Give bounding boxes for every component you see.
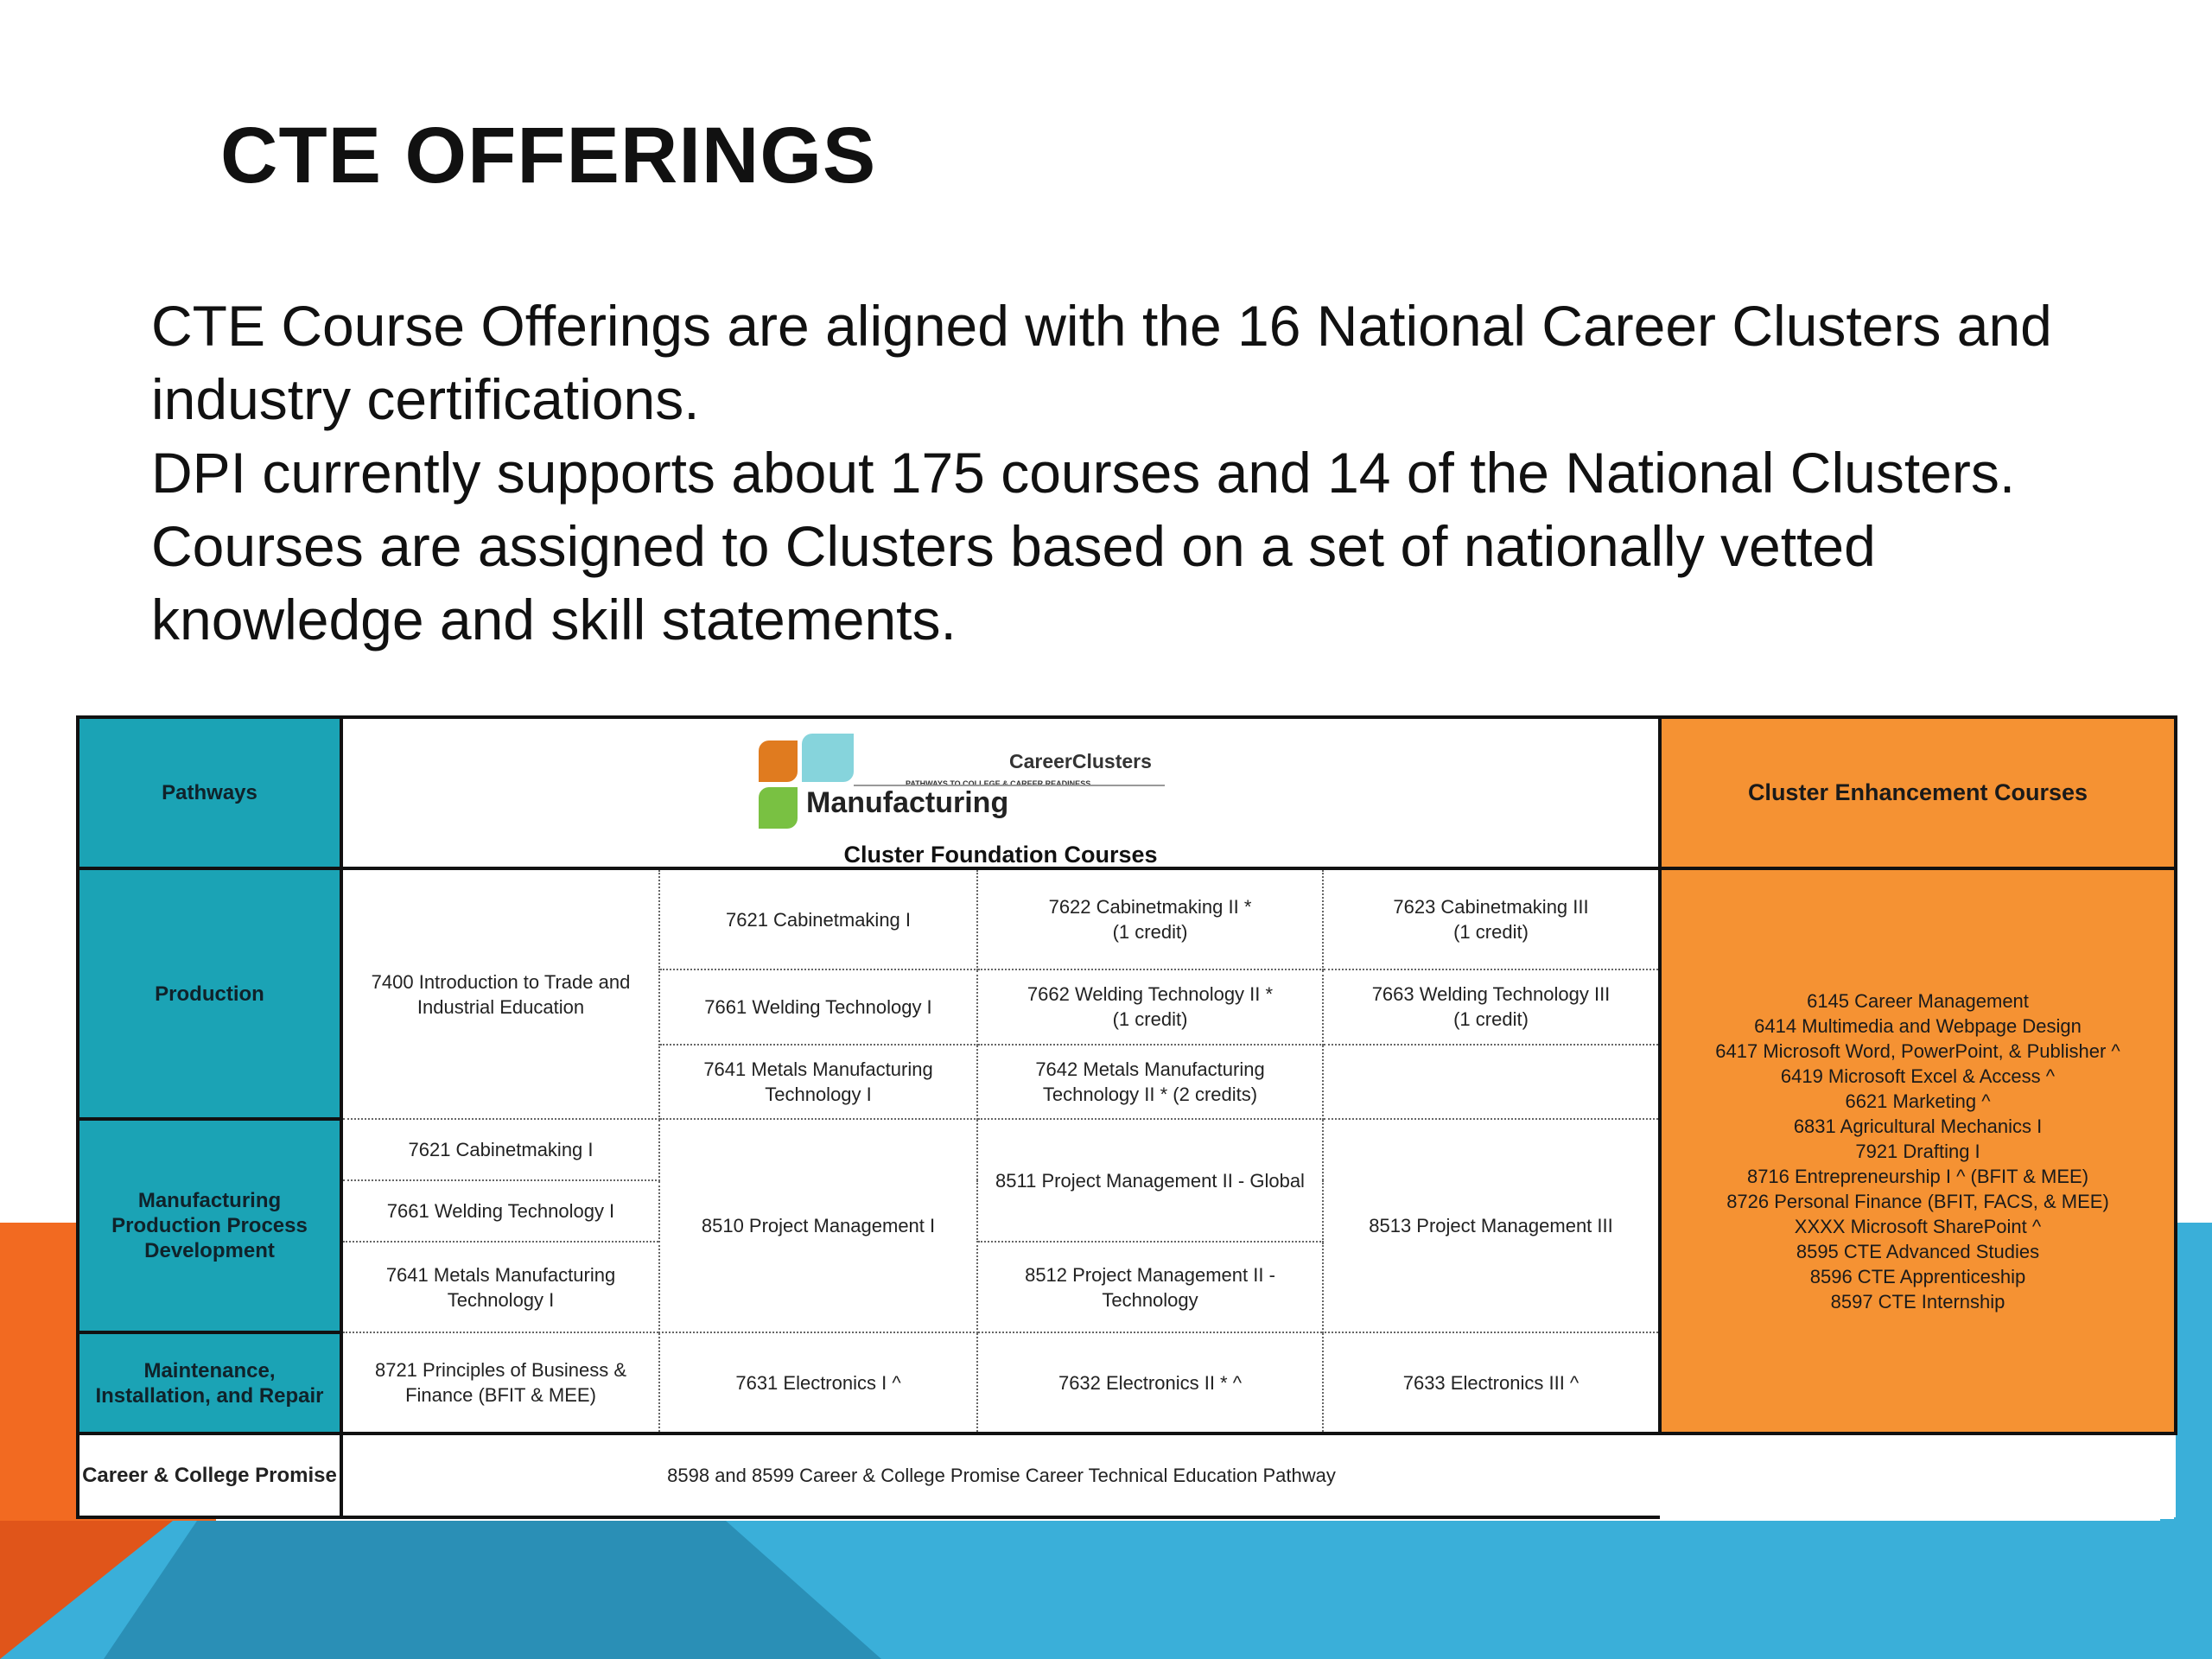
enhancement-course: 6621 Marketing ^: [1845, 1090, 1991, 1112]
enhancement-course: 8597 CTE Internship: [1830, 1290, 2005, 1313]
logo-orange-tile: [759, 741, 798, 782]
empty-cell: [1323, 1045, 1660, 1119]
course-cell: 7633 Electronics III ^: [1323, 1332, 1660, 1433]
course-cell: [977, 868, 1323, 969]
logo-tagline: PATHWAYS TO COLLEGE & CAREER READINESS: [906, 779, 1091, 788]
course-cell: 7661 Welding Technology I: [659, 969, 977, 1044]
course-title: 7623 Cabinetmaking III: [1393, 896, 1589, 918]
pathway-maintenance: Maintenance, Installation, and Repair: [78, 1332, 341, 1433]
course-cell: 7400 Introduction to Trade and Industrial Education: [341, 868, 659, 1119]
course-cell: 7631 Electronics I ^: [659, 1332, 977, 1433]
enhancement-course: 6419 Microsoft Excel & Access ^: [1780, 1065, 2056, 1087]
enhancement-header: Cluster Enhancement Courses: [1660, 717, 2176, 868]
logo-green-tile: [759, 787, 798, 829]
slide-body: [151, 289, 2139, 657]
course-title: 7622 Cabinetmaking II *: [1048, 896, 1252, 918]
course-cell: 7632 Electronics II * ^: [977, 1332, 1323, 1433]
course-credit: (1 credit): [1453, 1008, 1529, 1031]
course-cell: 8721 Principles of Business & Finance (BFIT & MEE): [341, 1332, 659, 1433]
course-cell: 8510 Project Management I: [659, 1119, 977, 1332]
course-cell: [1323, 969, 1660, 1044]
enhancement-course: 8716 Entrepreneurship I ^ (BFIT & MEE): [1746, 1165, 2089, 1187]
course-cell: 8513 Project Management III: [1323, 1119, 1660, 1332]
enhancement-list: [1660, 868, 2176, 1433]
pathway-production: Production: [78, 868, 341, 1119]
course-cell: 8512 Project Management II - Technology: [977, 1242, 1323, 1332]
enhancement-course: 8726 Personal Finance (BFIT, FACS, & MEE): [1726, 1190, 2109, 1212]
pathways-header: Pathways: [78, 717, 341, 868]
course-cell: 7641 Metals Manufacturing Technology I: [341, 1242, 659, 1332]
enhancement-course: 6145 Career Management: [1807, 989, 2029, 1012]
course-cell: 7621 Cabinetmaking I: [341, 1119, 659, 1180]
cluster-header: [341, 717, 1660, 868]
course-cell: 7621 Cabinetmaking I: [659, 868, 977, 969]
logo-teal-tile: [802, 734, 854, 782]
body-paragraph: DPI currently supports about 175 courses and 14 of the National Clusters.: [151, 441, 2016, 505]
course-cell: 8511 Project Management II - Global: [977, 1119, 1323, 1242]
enhancement-course: 8595 CTE Advanced Studies: [1796, 1240, 2040, 1262]
pathway-process-development: Manufacturing Production Process Development: [78, 1119, 341, 1332]
logo-brand: CareerClusters: [1009, 750, 1152, 772]
course-cell: [977, 969, 1323, 1044]
enhancement-course: 8596 CTE Apprenticeship: [1809, 1265, 2026, 1287]
empty-cell: [1660, 1433, 2176, 1517]
enhancement-course: 6831 Agricultural Mechanics I: [1793, 1115, 2043, 1137]
course-credit: (1 credit): [1112, 1008, 1188, 1031]
course-cell: [1323, 868, 1660, 969]
enhancement-course: 7921 Drafting I: [1855, 1140, 1980, 1162]
career-cluster-table: [76, 715, 2174, 1519]
course-credit: (1 credit): [1453, 921, 1529, 944]
course-cell: 7641 Metals Manufacturing Technology I: [659, 1045, 977, 1119]
slide-title: CTE OFFERINGS: [220, 111, 877, 200]
course-cell: 7642 Metals Manufacturing Technology II * (2 credits): [977, 1045, 1323, 1119]
enhancement-course: XXXX Microsoft SharePoint ^: [1794, 1215, 2042, 1237]
body-paragraph: Courses are assigned to Clusters based on a set of nationally vetted knowledge and skill statements.: [151, 514, 1876, 652]
foundation-courses-label: Cluster Foundation Courses: [843, 842, 1158, 868]
pathway-college-promise: Career & College Promise: [78, 1433, 341, 1517]
course-cell: 8598 and 8599 Career & College Promise Career Technical Education Pathway: [341, 1433, 1660, 1517]
enhancement-course: 6414 Multimedia and Webpage Design: [1754, 1014, 2082, 1037]
course-credit: (1 credit): [1112, 921, 1188, 944]
course-title: 7663 Welding Technology III: [1371, 983, 1611, 1006]
course-cell: 7661 Welding Technology I: [341, 1180, 659, 1242]
career-clusters-logo: [759, 721, 1243, 868]
cluster-name: Manufacturing: [806, 786, 1009, 819]
enhancement-course: 6417 Microsoft Word, PowerPoint, & Publisher ^: [1715, 1039, 2120, 1062]
course-title: 7662 Welding Technology II *: [1027, 983, 1274, 1006]
body-paragraph: CTE Course Offerings are aligned with the 16 National Career Clusters and industry certifications.: [151, 294, 2052, 431]
